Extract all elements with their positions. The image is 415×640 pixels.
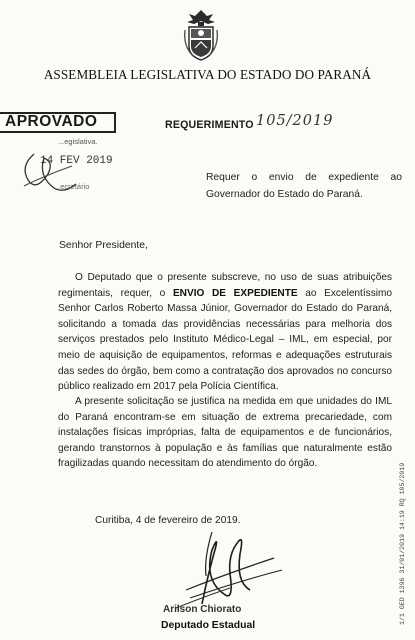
request-number: 105/2019 [256,113,334,129]
paragraph-1-rest: ao Excelentíssimo Senhor Carlos Roberto Massa Júnior, Governador do Estado do Paraná, solicitando a tomada das providências necessárias para melhoria dos serviços prestados pelo Instituto Médico-Legal – IML, em especial, por meio de aquisição de equipamentos, reformas e adequações estruturais das sedes do órgão, bem como a contratação dos aprovados no concurso público realizado em 2017 pela Polícia Científica. [58,287,393,393]
request-label: REQUERIMENTO [165,119,254,131]
place-date: Curitiba, 4 de fevereiro de 2019. [95,515,241,526]
stamp-date: 14 FEV 2019 [40,155,113,167]
assembly-name: ASSEMBLEIA LEGISLATIVA DO ESTADO DO PARANÁ [43,67,372,82]
handwritten-signature-icon [146,524,296,614]
approval-stamp [0,112,118,200]
stamp-line-2: ...ecretário [54,182,90,191]
margin-protocol-note: 1/1 GED 1396 31/01/2019 14:19 RQ 105/2019 [399,462,406,625]
salutation: Senhor Presidente, [59,240,148,251]
body-paragraph-1 [58,270,392,395]
request-subject: Requer o envio de expediente ao Governador do Estado do Paraná. [206,172,402,200]
stamp-line-1: ...egislativa. [58,137,98,146]
paragraph-1-emphasis: ENVIO DE EXPEDIENTE [172,287,298,299]
stamp-signature-icon [14,146,84,198]
paragraph-1-start: O Deputado que o presente subscreve, no uso de suas atribuições regimentais, requer, o [58,272,392,299]
stamp-status: APROVADO [5,113,98,130]
signer-title: Deputado Estadual [161,620,256,631]
signer-name: Arilson Chiorato [163,604,242,615]
coat-of-arms-icon [181,8,221,62]
body-paragraph-2: A presente solicitação se justifica na medida em que unidades do IML do Paraná encontram-se em situação de extrema precariedade, com instalações físicas impróprias, falta de equipamentos e de funcionários, gerando transtornos à população e às famílias que naturalmente estão fragilizadas quando necessitam do atendimento do órgão. [58,396,392,470]
